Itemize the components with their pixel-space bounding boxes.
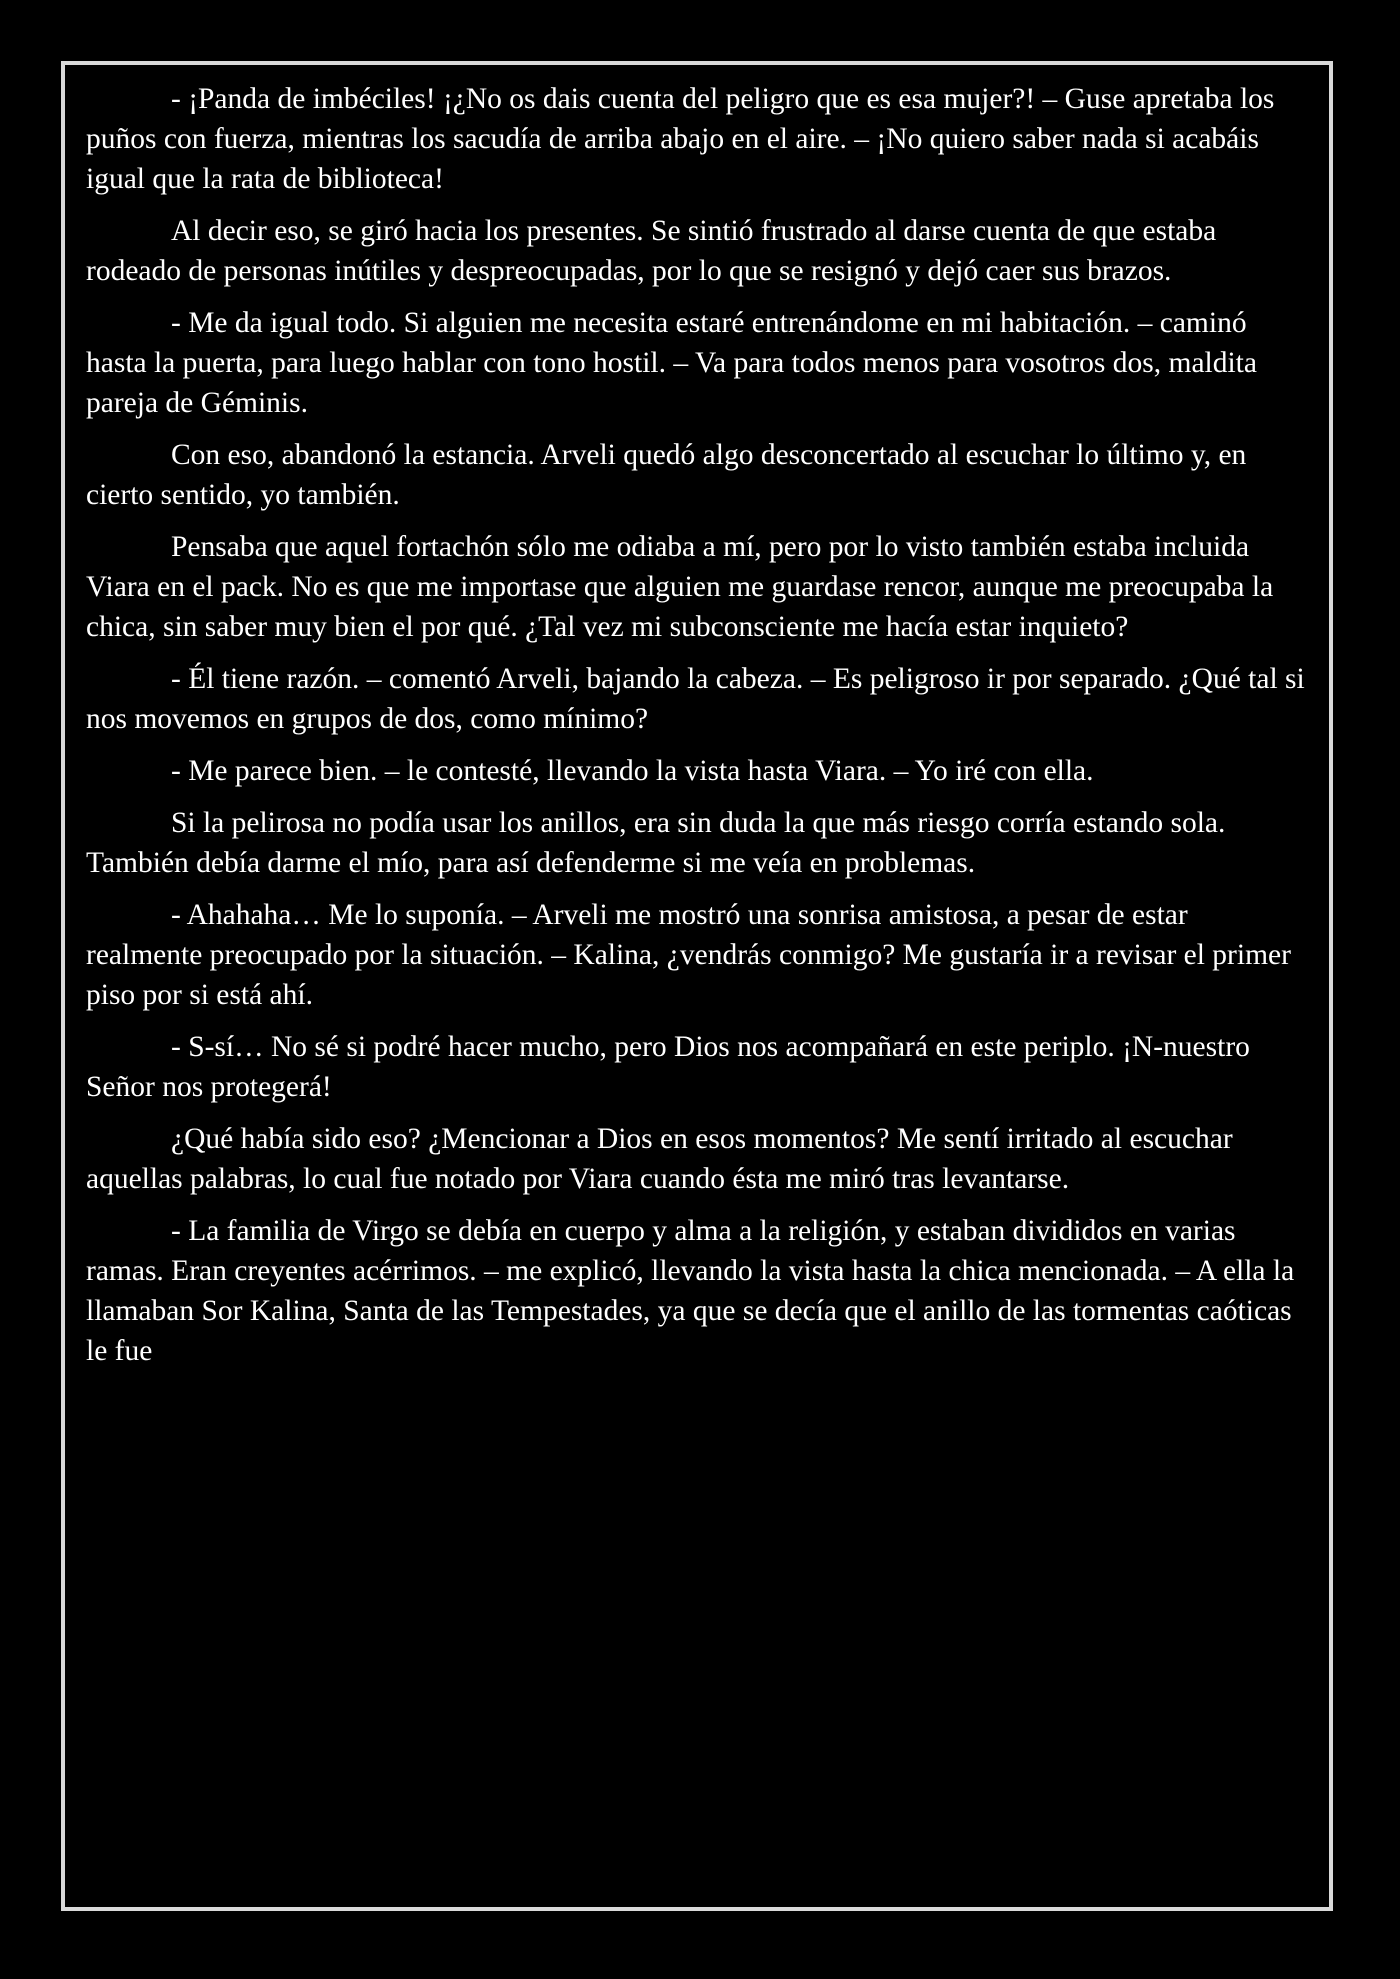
paragraph: - Él tiene razón. – comentó Arveli, bajando la cabeza. – Es peligroso ir por separado. ¿Qué tal si nos movemos en grupos de dos, como mínimo?	[86, 663, 1305, 735]
paragraph: - Ahahaha… Me lo suponía. – Arveli me mostró una sonrisa amistosa, a pesar de estar realmente preocupado por la situación. – Kalina, ¿vendrás conmigo? Me gustaría ir a revisar el primer piso por si está ahí.	[86, 899, 1291, 1011]
paragraph: - ¡Panda de imbéciles! ¡¿No os dais cuenta del peligro que es esa mujer?! – Guse apretaba los puños con fuerza, mientras los sacudía de arriba abajo en el aire. – ¡No quiero saber nada si acabáis igual que la rata de biblioteca!	[86, 83, 1275, 195]
paragraph: - S-sí… No sé si podré hacer mucho, pero Dios nos acompañará en este periplo. ¡N-nuestro Señor nos protegerá!	[86, 1031, 1250, 1103]
paragraph: ¿Qué había sido eso? ¿Mencionar a Dios en esos momentos? Me sentí irritado al escuchar aquellas palabras, lo cual fue notado por Viara cuando ésta me miró tras levantarse.	[86, 1123, 1233, 1195]
paragraph: Con eso, abandonó la estancia. Arveli quedó algo desconcertado al escuchar lo último y, en cierto sentido, yo también.	[86, 439, 1247, 511]
paragraph: - Me parece bien. – le contesté, llevando la vista hasta Viara. – Yo iré con ella.	[171, 755, 1094, 787]
paragraph: - Me da igual todo. Si alguien me necesita estaré entrenándome en mi habitación. – caminó hasta la puerta, para luego hablar con tono hostil. – Va para todos menos para vosotros dos, maldita pareja de Géminis.	[86, 307, 1257, 419]
document-body	[86, 79, 1309, 1383]
paragraph: - La familia de Virgo se debía en cuerpo y alma a la religión, y estaban divididos en varias ramas. Eran creyentes acérrimos. – me explicó, llevando la vista hasta la chica mencionada. – A ella la llamaban Sor Kalina, Santa de las Tempestades, ya que se decía que el anillo de las tormentas caóticas le fue	[86, 1215, 1295, 1367]
paragraph: Al decir eso, se giró hacia los presentes. Se sintió frustrado al darse cuenta de que estaba rodeado de personas inútiles y despreocupadas, por lo que se resignó y dejó caer sus brazos.	[86, 215, 1217, 287]
paragraph: Pensaba que aquel fortachón sólo me odiaba a mí, pero por lo visto también estaba incluida Viara en el pack. No es que me importase que alguien me guardase rencor, aunque me preocupaba la chica, sin saber muy bien el por qué. ¿Tal vez mi subconsciente me hacía estar inquieto?	[86, 531, 1274, 643]
paragraph: Si la pelirosa no podía usar los anillos, era sin duda la que más riesgo corría estando sola. También debía darme el mío, para así defenderme si me veía en problemas.	[86, 807, 1226, 879]
page-frame	[61, 61, 1333, 1911]
